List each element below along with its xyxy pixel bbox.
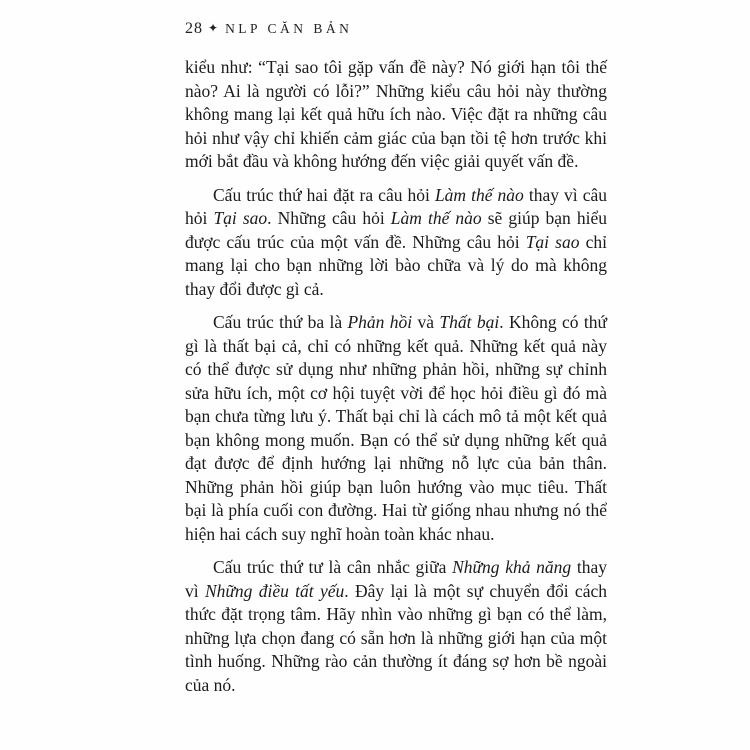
paragraph	[185, 556, 607, 697]
page-body	[185, 56, 607, 697]
running-header	[185, 20, 607, 38]
paragraph	[185, 56, 607, 174]
book-title: NLP CĂN BẢN	[225, 21, 353, 36]
emphasized-text: Phản hồi	[347, 312, 413, 332]
text-run: . Những câu hỏi	[267, 208, 391, 228]
text-run: . Đây lại là một sự chuyển đổi cách thức đặt trọng tâm. Hãy nhìn vào những gì bạn có thể làm, những lựa chọn đang có sẵn hơn là những giới hạn của một tình huống. Những rào cản thường ít đáng sợ hơn bề ngoài của nó.	[185, 580, 607, 695]
text-run: thay vì	[185, 557, 607, 601]
text-run: kiểu như: “Tại sao tôi gặp vấn đề này? Nó giới hạn tôi thế nào? Ai là người có lỗi?” Những kiểu câu hỏi này thường không mang lại kết quả hữu ích nào. Việc đặt ra những câu hỏi như vậy chỉ khiến cảm giác của bạn tồi tệ hơn trước khi mới bắt đầu và không hướng đến việc giải quyết vấn đề.	[185, 57, 607, 171]
emphasized-text: Tại sao	[525, 231, 580, 252]
text-run: chỉ mang lại cho bạn những lời bào chữa và lý do mà không thay đổi được gì cả.	[185, 231, 608, 299]
star-separator-icon: ✦	[208, 21, 219, 35]
emphasized-text: Thất bại	[439, 312, 500, 332]
text-run: thay vì câu hỏi	[185, 184, 608, 228]
paragraph	[185, 184, 607, 302]
emphasized-text: Làm thế nào	[390, 208, 482, 228]
text-run: Cấu trúc thứ tư là cân nhắc giữa	[213, 557, 453, 577]
text-run: . Không có thứ gì là thất bại cả, chỉ có những kết quả. Những kết quả này có thể được sử dụng như những phản hồi, những sự chỉnh sửa hữu ích, một cơ hội tuyệt vời để học hỏi điều gì đó mà bạn chưa từng lưu ý. Thất bại chỉ là cách mô tả một kết quả bạn không mong muốn. Bạn có thể sử dụng những kết quả đạt được để định hướng lại những nỗ lực của bản thân. Những phản hồi giúp bạn luôn hướng vào mục tiêu. Thất bại là phía cuối con đường. Hai từ giống nhau nhưng nó thể hiện hai cách suy nghĩ hoàn toàn khác nhau.	[185, 312, 607, 544]
emphasized-text: Làm thế nào	[434, 184, 524, 205]
emphasized-text: Tại sao	[213, 208, 268, 228]
page-number: 28	[185, 20, 203, 37]
text-run: sẽ giúp bạn hiểu được cấu trúc của một vấn đề. Những câu hỏi	[185, 208, 607, 252]
text-run: Cấu trúc thứ ba là	[213, 312, 348, 332]
text-run: Cấu trúc thứ hai đặt ra câu hỏi	[213, 184, 435, 205]
emphasized-text: Những điều tất yếu	[204, 580, 345, 601]
emphasized-text: Những khả năng	[452, 557, 572, 577]
paragraph	[185, 311, 607, 546]
text-run: và	[412, 312, 440, 332]
